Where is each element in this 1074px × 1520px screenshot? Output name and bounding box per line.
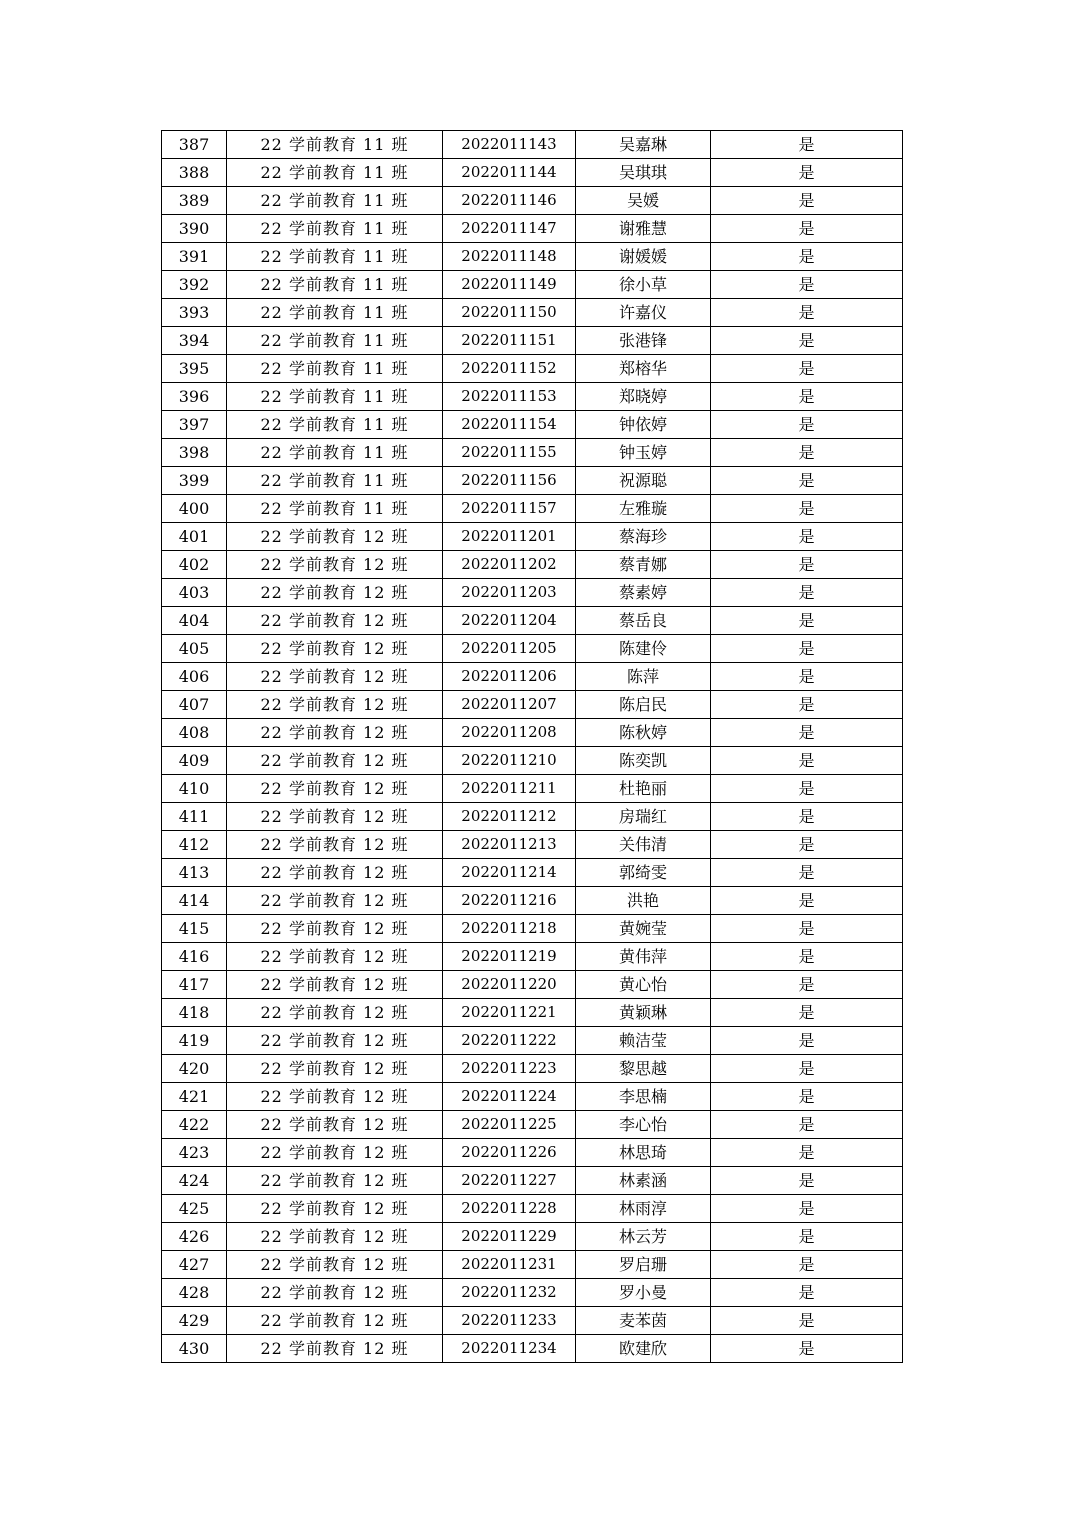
class-name-cell: 22 学前教育 12 班 bbox=[227, 1279, 443, 1307]
student-name-cell: 钟依婷 bbox=[576, 411, 711, 439]
row-number-cell: 415 bbox=[162, 915, 227, 943]
student-name-cell: 黄伟萍 bbox=[576, 943, 711, 971]
class-name-cell: 22 学前教育 11 班 bbox=[227, 299, 443, 327]
table-row bbox=[162, 383, 903, 411]
class-name-cell: 22 学前教育 12 班 bbox=[227, 691, 443, 719]
student-id-cell: 2022011149 bbox=[443, 271, 576, 299]
status-cell: 是 bbox=[711, 1251, 903, 1279]
row-number-cell: 421 bbox=[162, 1083, 227, 1111]
student-id-cell: 2022011157 bbox=[443, 495, 576, 523]
student-id-cell: 2022011218 bbox=[443, 915, 576, 943]
status-cell: 是 bbox=[711, 327, 903, 355]
student-id-cell: 2022011226 bbox=[443, 1139, 576, 1167]
table-row bbox=[162, 943, 903, 971]
class-name-cell: 22 学前教育 11 班 bbox=[227, 439, 443, 467]
table-row bbox=[162, 411, 903, 439]
student-name-cell: 黎思越 bbox=[576, 1055, 711, 1083]
student-name-cell: 许嘉仪 bbox=[576, 299, 711, 327]
student-id-cell: 2022011216 bbox=[443, 887, 576, 915]
class-name-cell: 22 学前教育 12 班 bbox=[227, 1195, 443, 1223]
table-row bbox=[162, 635, 903, 663]
student-id-cell: 2022011213 bbox=[443, 831, 576, 859]
table-row bbox=[162, 775, 903, 803]
class-name-cell: 22 学前教育 11 班 bbox=[227, 243, 443, 271]
class-name-cell: 22 学前教育 11 班 bbox=[227, 411, 443, 439]
table-row bbox=[162, 159, 903, 187]
row-number-cell: 426 bbox=[162, 1223, 227, 1251]
status-cell: 是 bbox=[711, 383, 903, 411]
row-number-cell: 422 bbox=[162, 1111, 227, 1139]
class-name-cell: 22 学前教育 12 班 bbox=[227, 523, 443, 551]
row-number-cell: 405 bbox=[162, 635, 227, 663]
row-number-cell: 397 bbox=[162, 411, 227, 439]
student-name-cell: 林雨淳 bbox=[576, 1195, 711, 1223]
class-name-cell: 22 学前教育 12 班 bbox=[227, 971, 443, 999]
row-number-cell: 387 bbox=[162, 131, 227, 159]
student-name-cell: 吴媛 bbox=[576, 187, 711, 215]
class-name-cell: 22 学前教育 12 班 bbox=[227, 1167, 443, 1195]
student-id-cell: 2022011228 bbox=[443, 1195, 576, 1223]
student-id-cell: 2022011153 bbox=[443, 383, 576, 411]
row-number-cell: 414 bbox=[162, 887, 227, 915]
status-cell: 是 bbox=[711, 1167, 903, 1195]
student-id-cell: 2022011204 bbox=[443, 607, 576, 635]
student-id-cell: 2022011156 bbox=[443, 467, 576, 495]
class-name-cell: 22 学前教育 12 班 bbox=[227, 1223, 443, 1251]
student-name-cell: 洪艳 bbox=[576, 887, 711, 915]
student-id-cell: 2022011206 bbox=[443, 663, 576, 691]
row-number-cell: 419 bbox=[162, 1027, 227, 1055]
table-row bbox=[162, 243, 903, 271]
student-id-cell: 2022011229 bbox=[443, 1223, 576, 1251]
table-row bbox=[162, 607, 903, 635]
table-row bbox=[162, 271, 903, 299]
student-name-cell: 张港锋 bbox=[576, 327, 711, 355]
student-name-cell: 李思楠 bbox=[576, 1083, 711, 1111]
student-name-cell: 赖洁莹 bbox=[576, 1027, 711, 1055]
status-cell: 是 bbox=[711, 579, 903, 607]
status-cell: 是 bbox=[711, 131, 903, 159]
status-cell: 是 bbox=[711, 551, 903, 579]
table-row bbox=[162, 495, 903, 523]
row-number-cell: 425 bbox=[162, 1195, 227, 1223]
status-cell: 是 bbox=[711, 1307, 903, 1335]
class-name-cell: 22 学前教育 11 班 bbox=[227, 355, 443, 383]
status-cell: 是 bbox=[711, 243, 903, 271]
class-name-cell: 22 学前教育 12 班 bbox=[227, 747, 443, 775]
class-name-cell: 22 学前教育 12 班 bbox=[227, 663, 443, 691]
student-name-cell: 林云芳 bbox=[576, 1223, 711, 1251]
class-name-cell: 22 学前教育 12 班 bbox=[227, 1307, 443, 1335]
table-row bbox=[162, 131, 903, 159]
row-number-cell: 396 bbox=[162, 383, 227, 411]
student-id-cell: 2022011151 bbox=[443, 327, 576, 355]
class-name-cell: 22 学前教育 12 班 bbox=[227, 915, 443, 943]
student-name-cell: 郑晓婷 bbox=[576, 383, 711, 411]
row-number-cell: 424 bbox=[162, 1167, 227, 1195]
student-id-cell: 2022011201 bbox=[443, 523, 576, 551]
student-table bbox=[161, 130, 903, 1363]
table-row bbox=[162, 691, 903, 719]
student-name-cell: 欧建欣 bbox=[576, 1335, 711, 1363]
table-row bbox=[162, 1307, 903, 1335]
row-number-cell: 428 bbox=[162, 1279, 227, 1307]
student-id-cell: 2022011143 bbox=[443, 131, 576, 159]
student-id-cell: 2022011220 bbox=[443, 971, 576, 999]
class-name-cell: 22 学前教育 12 班 bbox=[227, 1083, 443, 1111]
class-name-cell: 22 学前教育 12 班 bbox=[227, 831, 443, 859]
student-id-cell: 2022011203 bbox=[443, 579, 576, 607]
student-name-cell: 杜艳丽 bbox=[576, 775, 711, 803]
table-row bbox=[162, 747, 903, 775]
student-name-cell: 蔡岳良 bbox=[576, 607, 711, 635]
class-name-cell: 22 学前教育 11 班 bbox=[227, 327, 443, 355]
class-name-cell: 22 学前教育 12 班 bbox=[227, 1335, 443, 1363]
table-row bbox=[162, 1251, 903, 1279]
student-name-cell: 陈秋婷 bbox=[576, 719, 711, 747]
row-number-cell: 403 bbox=[162, 579, 227, 607]
class-name-cell: 22 学前教育 11 班 bbox=[227, 271, 443, 299]
table-row bbox=[162, 971, 903, 999]
status-cell: 是 bbox=[711, 1027, 903, 1055]
student-id-cell: 2022011150 bbox=[443, 299, 576, 327]
student-name-cell: 林素涵 bbox=[576, 1167, 711, 1195]
student-name-cell: 林思琦 bbox=[576, 1139, 711, 1167]
row-number-cell: 407 bbox=[162, 691, 227, 719]
class-name-cell: 22 学前教育 12 班 bbox=[227, 1251, 443, 1279]
status-cell: 是 bbox=[711, 439, 903, 467]
table-row bbox=[162, 719, 903, 747]
student-id-cell: 2022011222 bbox=[443, 1027, 576, 1055]
row-number-cell: 429 bbox=[162, 1307, 227, 1335]
status-cell: 是 bbox=[711, 495, 903, 523]
student-name-cell: 蔡青娜 bbox=[576, 551, 711, 579]
student-id-cell: 2022011223 bbox=[443, 1055, 576, 1083]
student-name-cell: 关伟清 bbox=[576, 831, 711, 859]
row-number-cell: 389 bbox=[162, 187, 227, 215]
student-name-cell: 黄婉莹 bbox=[576, 915, 711, 943]
status-cell: 是 bbox=[711, 719, 903, 747]
status-cell: 是 bbox=[711, 271, 903, 299]
class-name-cell: 22 学前教育 12 班 bbox=[227, 719, 443, 747]
student-id-cell: 2022011207 bbox=[443, 691, 576, 719]
row-number-cell: 427 bbox=[162, 1251, 227, 1279]
table-body bbox=[162, 131, 903, 1363]
table-row bbox=[162, 999, 903, 1027]
status-cell: 是 bbox=[711, 467, 903, 495]
table-row bbox=[162, 1083, 903, 1111]
row-number-cell: 391 bbox=[162, 243, 227, 271]
table-row bbox=[162, 803, 903, 831]
student-name-cell: 蔡素婷 bbox=[576, 579, 711, 607]
student-name-cell: 陈启民 bbox=[576, 691, 711, 719]
row-number-cell: 392 bbox=[162, 271, 227, 299]
status-cell: 是 bbox=[711, 1279, 903, 1307]
table-row bbox=[162, 663, 903, 691]
student-name-cell: 钟玉婷 bbox=[576, 439, 711, 467]
student-name-cell: 麦苯茵 bbox=[576, 1307, 711, 1335]
student-id-cell: 2022011221 bbox=[443, 999, 576, 1027]
row-number-cell: 406 bbox=[162, 663, 227, 691]
row-number-cell: 409 bbox=[162, 747, 227, 775]
status-cell: 是 bbox=[711, 663, 903, 691]
class-name-cell: 22 学前教育 11 班 bbox=[227, 495, 443, 523]
student-id-cell: 2022011152 bbox=[443, 355, 576, 383]
table-row bbox=[162, 551, 903, 579]
class-name-cell: 22 学前教育 12 班 bbox=[227, 859, 443, 887]
status-cell: 是 bbox=[711, 915, 903, 943]
student-id-cell: 2022011211 bbox=[443, 775, 576, 803]
student-name-cell: 陈奕凯 bbox=[576, 747, 711, 775]
status-cell: 是 bbox=[711, 803, 903, 831]
student-name-cell: 李心怡 bbox=[576, 1111, 711, 1139]
status-cell: 是 bbox=[711, 1195, 903, 1223]
status-cell: 是 bbox=[711, 1139, 903, 1167]
student-name-cell: 徐小草 bbox=[576, 271, 711, 299]
status-cell: 是 bbox=[711, 747, 903, 775]
status-cell: 是 bbox=[711, 1335, 903, 1363]
class-name-cell: 22 学前教育 11 班 bbox=[227, 159, 443, 187]
student-id-cell: 2022011146 bbox=[443, 187, 576, 215]
class-name-cell: 22 学前教育 12 班 bbox=[227, 775, 443, 803]
status-cell: 是 bbox=[711, 355, 903, 383]
row-number-cell: 417 bbox=[162, 971, 227, 999]
student-name-cell: 黄心怡 bbox=[576, 971, 711, 999]
class-name-cell: 22 学前教育 11 班 bbox=[227, 131, 443, 159]
table-row bbox=[162, 327, 903, 355]
row-number-cell: 404 bbox=[162, 607, 227, 635]
row-number-cell: 413 bbox=[162, 859, 227, 887]
status-cell: 是 bbox=[711, 1083, 903, 1111]
table-row bbox=[162, 439, 903, 467]
table-row bbox=[162, 1167, 903, 1195]
table-row bbox=[162, 887, 903, 915]
class-name-cell: 22 学前教育 12 班 bbox=[227, 999, 443, 1027]
row-number-cell: 430 bbox=[162, 1335, 227, 1363]
student-id-cell: 2022011214 bbox=[443, 859, 576, 887]
student-name-cell: 陈建伶 bbox=[576, 635, 711, 663]
student-id-cell: 2022011154 bbox=[443, 411, 576, 439]
student-id-cell: 2022011147 bbox=[443, 215, 576, 243]
student-name-cell: 陈萍 bbox=[576, 663, 711, 691]
status-cell: 是 bbox=[711, 1223, 903, 1251]
table-row bbox=[162, 299, 903, 327]
row-number-cell: 416 bbox=[162, 943, 227, 971]
status-cell: 是 bbox=[711, 635, 903, 663]
class-name-cell: 22 学前教育 12 班 bbox=[227, 1111, 443, 1139]
class-name-cell: 22 学前教育 12 班 bbox=[227, 803, 443, 831]
status-cell: 是 bbox=[711, 523, 903, 551]
row-number-cell: 410 bbox=[162, 775, 227, 803]
status-cell: 是 bbox=[711, 859, 903, 887]
class-name-cell: 22 学前教育 12 班 bbox=[227, 635, 443, 663]
student-id-cell: 2022011232 bbox=[443, 1279, 576, 1307]
student-id-cell: 2022011219 bbox=[443, 943, 576, 971]
row-number-cell: 418 bbox=[162, 999, 227, 1027]
table-row bbox=[162, 1223, 903, 1251]
student-name-cell: 郑榕华 bbox=[576, 355, 711, 383]
class-name-cell: 22 学前教育 12 班 bbox=[227, 1027, 443, 1055]
row-number-cell: 411 bbox=[162, 803, 227, 831]
student-name-cell: 祝源聪 bbox=[576, 467, 711, 495]
table-row bbox=[162, 1055, 903, 1083]
row-number-cell: 402 bbox=[162, 551, 227, 579]
student-id-cell: 2022011205 bbox=[443, 635, 576, 663]
status-cell: 是 bbox=[711, 159, 903, 187]
status-cell: 是 bbox=[711, 299, 903, 327]
table-row bbox=[162, 859, 903, 887]
class-name-cell: 22 学前教育 11 班 bbox=[227, 215, 443, 243]
row-number-cell: 423 bbox=[162, 1139, 227, 1167]
row-number-cell: 412 bbox=[162, 831, 227, 859]
status-cell: 是 bbox=[711, 1111, 903, 1139]
student-id-cell: 2022011234 bbox=[443, 1335, 576, 1363]
class-name-cell: 22 学前教育 12 班 bbox=[227, 607, 443, 635]
student-name-cell: 黄颖琳 bbox=[576, 999, 711, 1027]
status-cell: 是 bbox=[711, 215, 903, 243]
student-id-cell: 2022011148 bbox=[443, 243, 576, 271]
class-name-cell: 22 学前教育 11 班 bbox=[227, 187, 443, 215]
student-name-cell: 房瑞红 bbox=[576, 803, 711, 831]
student-name-cell: 吴琪琪 bbox=[576, 159, 711, 187]
student-id-cell: 2022011212 bbox=[443, 803, 576, 831]
student-id-cell: 2022011208 bbox=[443, 719, 576, 747]
status-cell: 是 bbox=[711, 943, 903, 971]
status-cell: 是 bbox=[711, 971, 903, 999]
row-number-cell: 408 bbox=[162, 719, 227, 747]
status-cell: 是 bbox=[711, 775, 903, 803]
student-id-cell: 2022011227 bbox=[443, 1167, 576, 1195]
status-cell: 是 bbox=[711, 691, 903, 719]
student-name-cell: 左雅璇 bbox=[576, 495, 711, 523]
table-row bbox=[162, 1195, 903, 1223]
student-name-cell: 罗启珊 bbox=[576, 1251, 711, 1279]
table-row bbox=[162, 467, 903, 495]
table-row bbox=[162, 355, 903, 383]
table-row bbox=[162, 1139, 903, 1167]
row-number-cell: 390 bbox=[162, 215, 227, 243]
table-row bbox=[162, 1279, 903, 1307]
table-row bbox=[162, 1335, 903, 1363]
status-cell: 是 bbox=[711, 411, 903, 439]
class-name-cell: 22 学前教育 12 班 bbox=[227, 943, 443, 971]
student-id-cell: 2022011231 bbox=[443, 1251, 576, 1279]
table-row bbox=[162, 523, 903, 551]
student-id-cell: 2022011225 bbox=[443, 1111, 576, 1139]
student-id-cell: 2022011202 bbox=[443, 551, 576, 579]
class-name-cell: 22 学前教育 12 班 bbox=[227, 1055, 443, 1083]
student-name-cell: 蔡海珍 bbox=[576, 523, 711, 551]
status-cell: 是 bbox=[711, 607, 903, 635]
status-cell: 是 bbox=[711, 187, 903, 215]
row-number-cell: 420 bbox=[162, 1055, 227, 1083]
student-id-cell: 2022011155 bbox=[443, 439, 576, 467]
student-id-cell: 2022011210 bbox=[443, 747, 576, 775]
row-number-cell: 401 bbox=[162, 523, 227, 551]
table-row bbox=[162, 1111, 903, 1139]
status-cell: 是 bbox=[711, 1055, 903, 1083]
table-row bbox=[162, 579, 903, 607]
table-row bbox=[162, 915, 903, 943]
row-number-cell: 398 bbox=[162, 439, 227, 467]
student-name-cell: 罗小曼 bbox=[576, 1279, 711, 1307]
table-row bbox=[162, 831, 903, 859]
class-name-cell: 22 学前教育 11 班 bbox=[227, 467, 443, 495]
row-number-cell: 388 bbox=[162, 159, 227, 187]
class-name-cell: 22 学前教育 11 班 bbox=[227, 383, 443, 411]
student-id-cell: 2022011233 bbox=[443, 1307, 576, 1335]
class-name-cell: 22 学前教育 12 班 bbox=[227, 1139, 443, 1167]
row-number-cell: 399 bbox=[162, 467, 227, 495]
student-name-cell: 吴嘉琳 bbox=[576, 131, 711, 159]
table-row bbox=[162, 215, 903, 243]
class-name-cell: 22 学前教育 12 班 bbox=[227, 579, 443, 607]
status-cell: 是 bbox=[711, 887, 903, 915]
student-name-cell: 郭绮雯 bbox=[576, 859, 711, 887]
row-number-cell: 400 bbox=[162, 495, 227, 523]
table-row bbox=[162, 1027, 903, 1055]
student-id-cell: 2022011224 bbox=[443, 1083, 576, 1111]
table-row bbox=[162, 187, 903, 215]
status-cell: 是 bbox=[711, 999, 903, 1027]
student-name-cell: 谢媛媛 bbox=[576, 243, 711, 271]
row-number-cell: 394 bbox=[162, 327, 227, 355]
class-name-cell: 22 学前教育 12 班 bbox=[227, 887, 443, 915]
student-id-cell: 2022011144 bbox=[443, 159, 576, 187]
row-number-cell: 393 bbox=[162, 299, 227, 327]
row-number-cell: 395 bbox=[162, 355, 227, 383]
class-name-cell: 22 学前教育 12 班 bbox=[227, 551, 443, 579]
student-name-cell: 谢雅慧 bbox=[576, 215, 711, 243]
status-cell: 是 bbox=[711, 831, 903, 859]
